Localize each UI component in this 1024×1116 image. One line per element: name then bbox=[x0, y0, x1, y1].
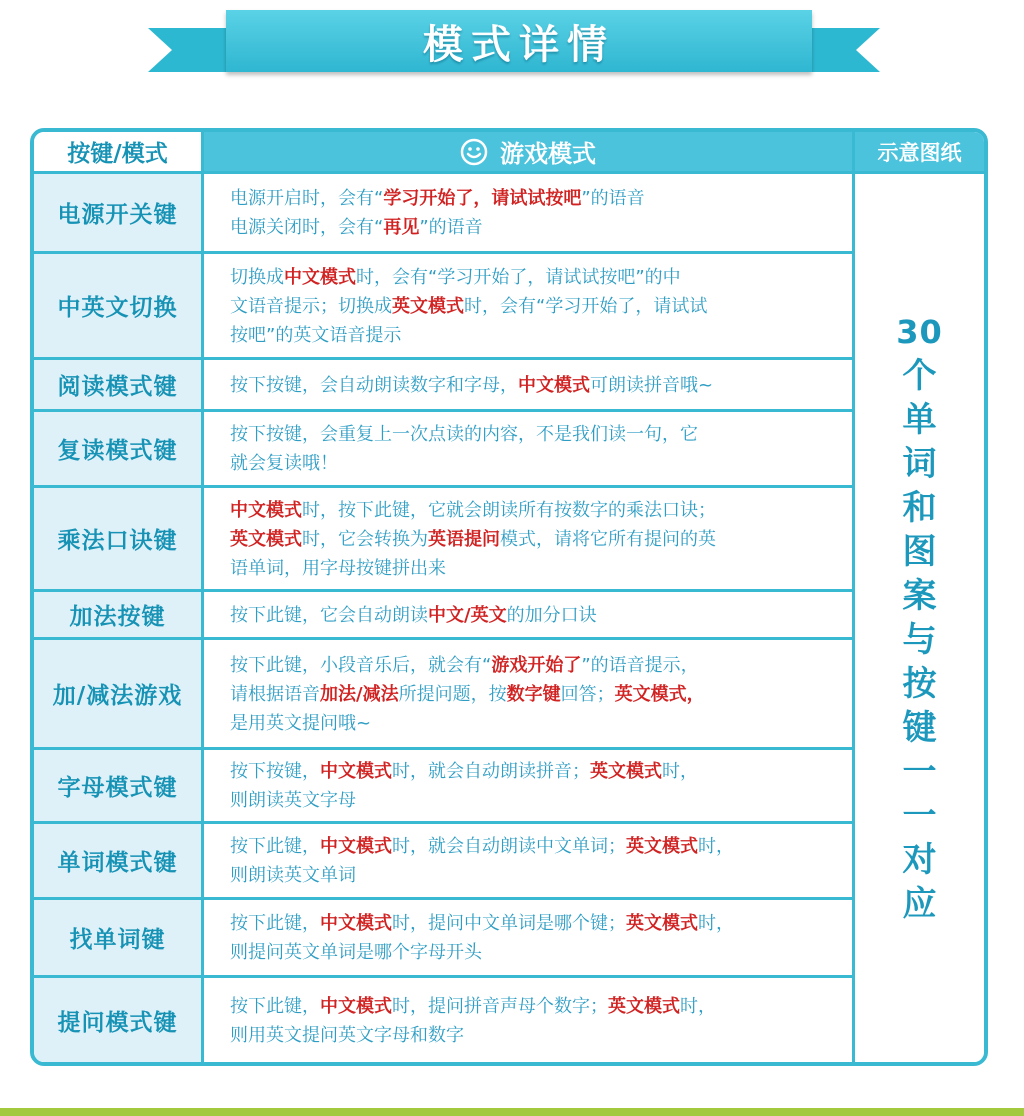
highlight-text: 中文模式 bbox=[230, 499, 302, 521]
description-text: 是用英文提问哦~ bbox=[230, 712, 372, 734]
description-line bbox=[230, 184, 844, 213]
description-line bbox=[230, 496, 844, 525]
description-text: 则提问英文单词是哪个字母开头 bbox=[230, 942, 482, 963]
description-text: 按吧”的英文语音提示 bbox=[230, 324, 402, 346]
highlight-text: 中文模式 bbox=[320, 836, 392, 857]
side-note-text bbox=[896, 310, 943, 926]
row-key: 中英文切换 bbox=[34, 254, 204, 360]
side-char: 图 bbox=[902, 532, 937, 572]
description-text: 可朗读拼音哦~ bbox=[590, 374, 714, 396]
highlight-text: 学习开始了，请试试按吧 bbox=[383, 188, 582, 209]
description-text: 时，会有“学习开始了，请试试 bbox=[464, 295, 708, 317]
description-text: 的加分口诀 bbox=[506, 604, 597, 626]
highlight-text: 英文模式 bbox=[590, 761, 662, 782]
description-text: 切换成 bbox=[230, 266, 284, 288]
highlight-text: 中文模式 bbox=[320, 913, 392, 934]
description-line bbox=[230, 832, 844, 861]
side-char: 和 bbox=[902, 488, 937, 528]
ribbon-main bbox=[226, 10, 812, 72]
description-line bbox=[230, 601, 844, 630]
description-text: 时，它会转换为 bbox=[302, 528, 428, 550]
side-char: 30 bbox=[896, 313, 943, 351]
side-char: 案 bbox=[902, 576, 937, 616]
highlight-text: 英文模式 bbox=[608, 995, 680, 1017]
row-description bbox=[204, 592, 855, 640]
title-banner bbox=[0, 0, 1024, 100]
description-text: 则朗读英文单词 bbox=[230, 865, 356, 886]
highlight-text: 再见 bbox=[383, 217, 420, 238]
highlight-text: 数字键 bbox=[506, 683, 561, 705]
row-key: 提问模式键 bbox=[34, 978, 204, 1062]
description-text: ”的语音 bbox=[419, 217, 483, 238]
description-text: 时，就会自动朗读拼音； bbox=[392, 761, 590, 782]
description-line bbox=[230, 371, 844, 400]
row-key: 阅读模式键 bbox=[34, 360, 204, 412]
highlight-text: 游戏开始了 bbox=[491, 654, 582, 676]
header-mode-label: 游戏模式 bbox=[500, 140, 596, 168]
row-key: 乘法口诀键 bbox=[34, 488, 204, 592]
row-description bbox=[204, 824, 855, 900]
description-line bbox=[230, 680, 844, 709]
highlight-text: 加法/减法 bbox=[320, 683, 399, 705]
description-text: 请根据语音 bbox=[230, 683, 320, 705]
row-description bbox=[204, 978, 855, 1062]
description-text: 按下按键， bbox=[230, 761, 320, 782]
description-line bbox=[230, 861, 844, 890]
description-text: ”的语音 bbox=[581, 188, 645, 209]
description-line bbox=[230, 321, 844, 350]
highlight-text: 中文/英文 bbox=[428, 604, 507, 626]
description-line bbox=[230, 938, 844, 967]
highlight-text: 英文模式 bbox=[230, 528, 302, 550]
description-line bbox=[230, 909, 844, 938]
highlight-text: 英文模式 bbox=[626, 836, 698, 857]
description-text: 按下此键， bbox=[230, 836, 320, 857]
description-text: 电源关闭时，会有“ bbox=[230, 217, 384, 238]
description-text: 时， bbox=[698, 836, 734, 857]
description-text: 就会复读哦！ bbox=[230, 453, 338, 474]
description-text: 模式，请将它所有提问的英 bbox=[500, 528, 716, 550]
description-text: 时，提问中文单词是哪个键； bbox=[392, 913, 626, 934]
highlight-text: 中文模式 bbox=[320, 761, 392, 782]
description-text: 按下此键，小段音乐后，就会有“ bbox=[230, 654, 492, 676]
row-key: 字母模式键 bbox=[34, 750, 204, 824]
row-key: 单词模式键 bbox=[34, 824, 204, 900]
row-key: 电源开关键 bbox=[34, 174, 204, 254]
description-line bbox=[230, 292, 844, 321]
description-text: 文语音提示；切换成 bbox=[230, 295, 392, 317]
description-line bbox=[230, 992, 844, 1021]
description-text: 按下按键，会重复上一次点读的内容，不是我们读一句，它 bbox=[230, 424, 698, 445]
side-note bbox=[855, 174, 984, 1062]
description-line bbox=[230, 213, 844, 242]
description-text: 时，就会自动朗读中文单词； bbox=[392, 836, 626, 857]
smile-icon bbox=[460, 138, 488, 166]
row-key: 加法按键 bbox=[34, 592, 204, 640]
description-line bbox=[230, 420, 844, 449]
header-image: 示意图纸 bbox=[855, 132, 984, 174]
description-text: 电源开启时，会有“ bbox=[230, 188, 384, 209]
description-text: 按下此键， bbox=[230, 995, 320, 1017]
side-char: 一 bbox=[902, 752, 937, 792]
description-line bbox=[230, 263, 844, 292]
highlight-text: 英文模式 bbox=[626, 913, 698, 934]
description-text: 时，提问拼音声母个数字； bbox=[392, 995, 608, 1017]
side-char: 词 bbox=[902, 444, 937, 484]
description-text: 按下此键，它会自动朗读 bbox=[230, 604, 428, 626]
row-description bbox=[204, 254, 855, 360]
row-key: 加/减法游戏 bbox=[34, 640, 204, 750]
highlight-text: 中文模式 bbox=[284, 266, 356, 288]
description-line bbox=[230, 651, 844, 680]
description-text: 按下此键， bbox=[230, 913, 320, 934]
description-text: 则用英文提问英文字母和数字 bbox=[230, 1024, 464, 1046]
mode-table-grid bbox=[34, 132, 984, 1062]
row-description bbox=[204, 174, 855, 254]
row-key: 复读模式键 bbox=[34, 412, 204, 488]
description-text: 时， bbox=[698, 913, 734, 934]
description-text: 按下按键，会自动朗读数字和字母， bbox=[230, 374, 518, 396]
description-line bbox=[230, 757, 844, 786]
side-char: 一 bbox=[902, 796, 937, 836]
header-mode bbox=[204, 132, 855, 174]
description-text: 回答； bbox=[560, 683, 615, 705]
side-char: 键 bbox=[902, 708, 937, 748]
description-line bbox=[230, 786, 844, 815]
mode-table bbox=[30, 128, 988, 1066]
description-text: 时， bbox=[662, 761, 698, 782]
highlight-text: 中文模式 bbox=[518, 374, 590, 396]
description-text: 时， bbox=[680, 995, 716, 1017]
side-char: 个 bbox=[902, 356, 937, 396]
row-description bbox=[204, 750, 855, 824]
description-line bbox=[230, 525, 844, 554]
description-line bbox=[230, 1021, 844, 1050]
description-line bbox=[230, 449, 844, 478]
highlight-text: 中文模式 bbox=[320, 995, 392, 1017]
description-text: 则朗读英文字母 bbox=[230, 790, 356, 811]
row-description bbox=[204, 360, 855, 412]
description-text: ”的语音提示， bbox=[581, 654, 699, 676]
description-line bbox=[230, 554, 844, 583]
side-char: 应 bbox=[902, 884, 937, 924]
description-text: 时，会有“学习开始了，请试试按吧”的中 bbox=[356, 266, 681, 288]
description-text: 所提问题，按 bbox=[398, 683, 507, 705]
highlight-text: 英文模式， bbox=[614, 683, 705, 705]
side-char: 对 bbox=[902, 840, 937, 880]
side-char: 单 bbox=[902, 400, 937, 440]
side-char: 与 bbox=[902, 620, 937, 660]
description-text: 时，按下此键，它就会朗读所有按数字的乘法口诀； bbox=[302, 499, 716, 521]
highlight-text: 英语提问 bbox=[428, 528, 500, 550]
bottom-bar bbox=[0, 1108, 1024, 1116]
description-line bbox=[230, 709, 844, 738]
side-char: 按 bbox=[902, 664, 937, 704]
page-title: 模式详情 bbox=[423, 21, 615, 68]
row-description bbox=[204, 900, 855, 978]
row-description bbox=[204, 412, 855, 488]
row-key: 找单词键 bbox=[34, 900, 204, 978]
header-key: 按键/模式 bbox=[34, 132, 204, 174]
row-description bbox=[204, 640, 855, 750]
row-description bbox=[204, 488, 855, 592]
highlight-text: 英文模式 bbox=[392, 295, 464, 317]
description-text: 语单词，用字母按键拼出来 bbox=[230, 557, 446, 579]
